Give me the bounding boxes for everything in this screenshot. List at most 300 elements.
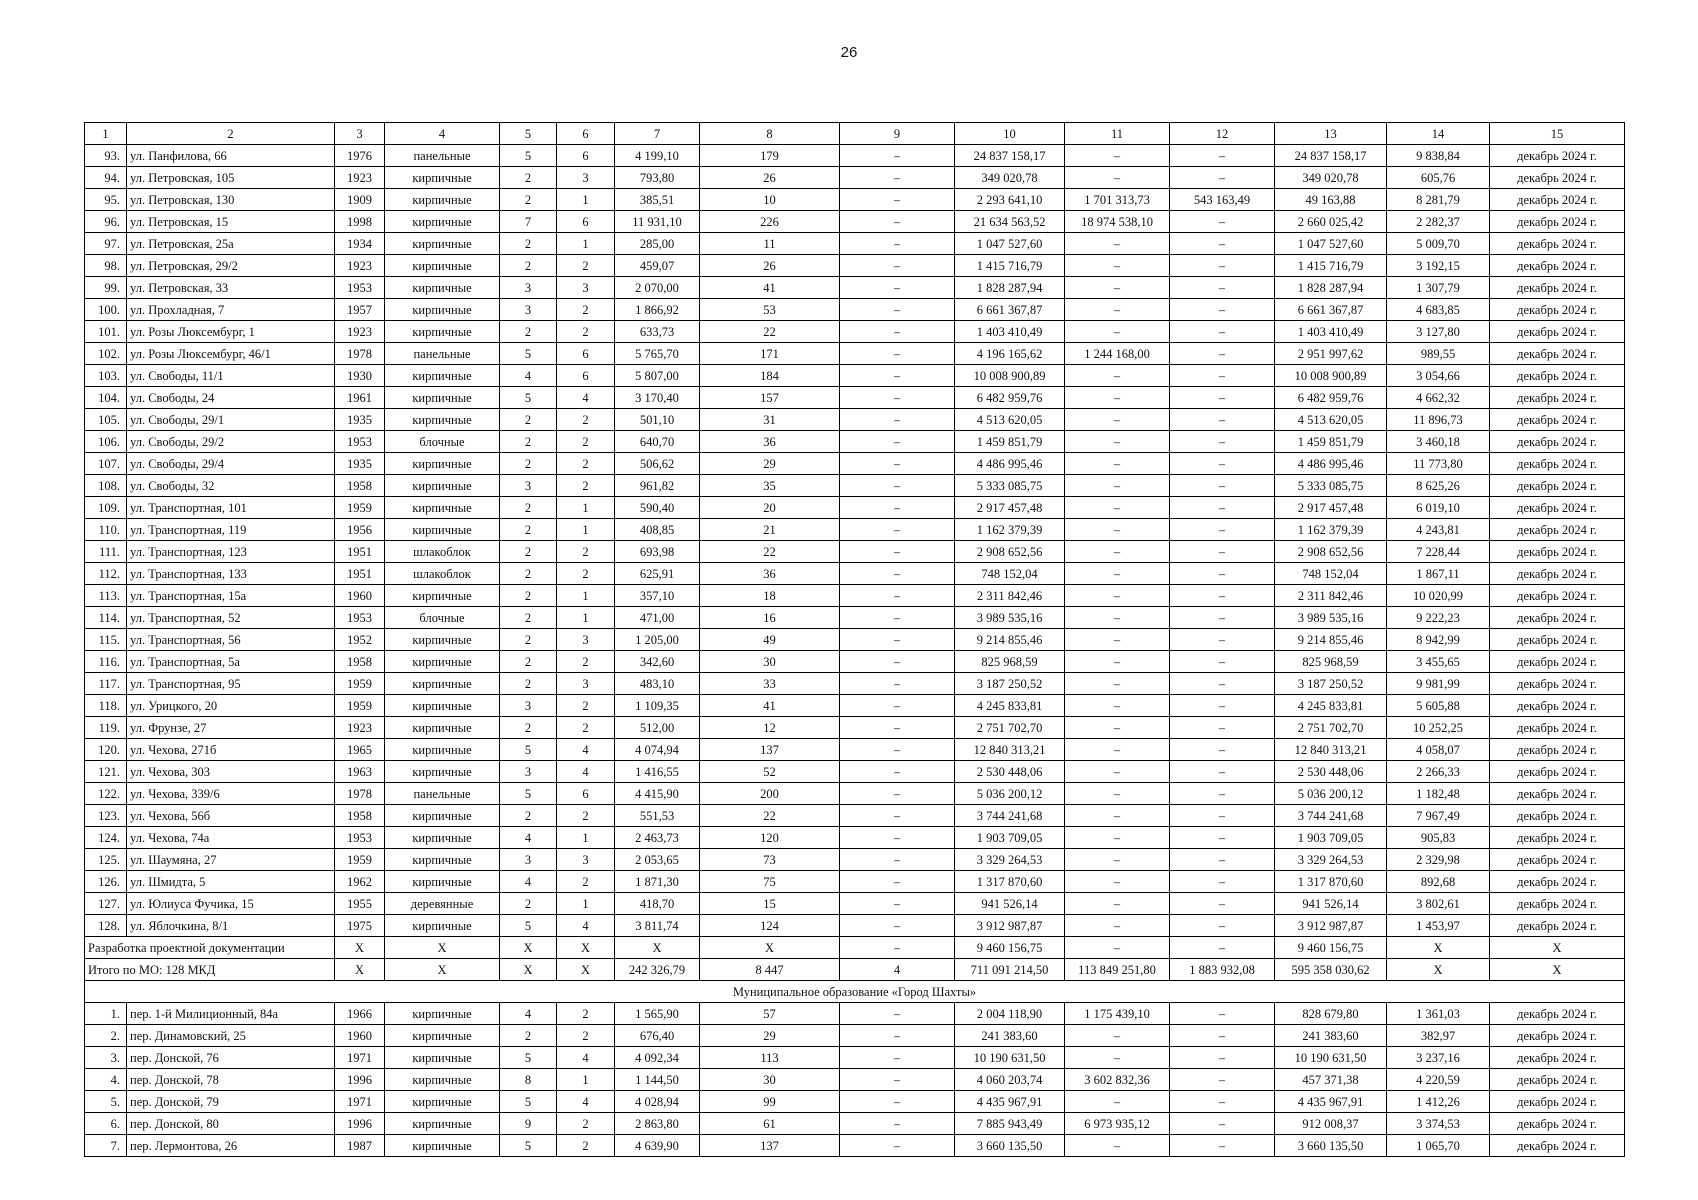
table-row [85, 717, 1625, 739]
cell: – [1065, 629, 1170, 651]
cell: декабрь 2024 г. [1490, 1003, 1625, 1025]
cell: кирпичные [385, 1069, 500, 1091]
cell: 12 840 313,21 [955, 739, 1065, 761]
cell: декабрь 2024 г. [1490, 497, 1625, 519]
cell: 12 840 313,21 [1275, 739, 1387, 761]
cell: 825 968,59 [955, 651, 1065, 673]
cell: 1923 [335, 321, 385, 343]
cell: 1 162 379,39 [955, 519, 1065, 541]
address-cell: ул. Урицкого, 20 [127, 695, 335, 717]
table-row [85, 827, 1625, 849]
cell: – [1065, 255, 1170, 277]
cell: 3 237,16 [1387, 1047, 1490, 1069]
cell: 625,91 [615, 563, 700, 585]
cell: 4 513 620,05 [1275, 409, 1387, 431]
cell: – [1170, 651, 1275, 673]
cell: – [1170, 607, 1275, 629]
row-index: 94. [85, 167, 127, 189]
cell: 1923 [335, 255, 385, 277]
cell: 49 163,88 [1275, 189, 1387, 211]
address-cell: ул. Чехова, 56б [127, 805, 335, 827]
cell: – [840, 277, 955, 299]
row-index: 101. [85, 321, 127, 343]
cell: 7 [500, 211, 557, 233]
cell: – [1170, 563, 1275, 585]
cell: – [1170, 761, 1275, 783]
table-row [85, 673, 1625, 695]
cell: 2 [557, 1113, 615, 1135]
cell: 2 751 702,70 [955, 717, 1065, 739]
cell: – [840, 299, 955, 321]
cell: 2 [557, 475, 615, 497]
cell: – [1170, 695, 1275, 717]
table-row [85, 387, 1625, 409]
cell: 21 634 563,52 [955, 211, 1065, 233]
cell: 6 [557, 343, 615, 365]
cell: панельные [385, 783, 500, 805]
cell: декабрь 2024 г. [1490, 1069, 1625, 1091]
cell: кирпичные [385, 761, 500, 783]
row-index: 115. [85, 629, 127, 651]
cell: 1959 [335, 673, 385, 695]
cell: кирпичные [385, 1091, 500, 1113]
cell: – [840, 519, 955, 541]
cell: 4 [557, 739, 615, 761]
cell: 1971 [335, 1091, 385, 1113]
cell: 4 060 203,74 [955, 1069, 1065, 1091]
cell: 10 008 900,89 [955, 365, 1065, 387]
cell: декабрь 2024 г. [1490, 1091, 1625, 1113]
address-cell: ул. Свободы, 32 [127, 475, 335, 497]
cell: 1 [557, 607, 615, 629]
cell: – [1170, 365, 1275, 387]
cell: 22 [700, 541, 840, 563]
cell: 2 [500, 255, 557, 277]
cell: 30 [700, 1069, 840, 1091]
cell: 5 [500, 1091, 557, 1113]
cell: 1955 [335, 893, 385, 915]
cell: кирпичные [385, 1047, 500, 1069]
cell: 36 [700, 431, 840, 453]
table-row [85, 321, 1625, 343]
cell: – [840, 365, 955, 387]
row-index: 103. [85, 365, 127, 387]
cell: кирпичные [385, 629, 500, 651]
cell: – [1170, 343, 1275, 365]
cell: 483,10 [615, 673, 700, 695]
cell: 1996 [335, 1113, 385, 1135]
cell: 3 602 832,36 [1065, 1069, 1170, 1091]
cell: 4 486 995,46 [955, 453, 1065, 475]
cell: 8 625,26 [1387, 475, 1490, 497]
cell: – [1065, 937, 1170, 959]
cell: шлакоблок [385, 541, 500, 563]
cell: 1 867,11 [1387, 563, 1490, 585]
cell: кирпичные [385, 233, 500, 255]
cell: 1 403 410,49 [955, 321, 1065, 343]
cell: 4 [557, 761, 615, 783]
cell: 3 329 264,53 [955, 849, 1065, 871]
cell: 3 802,61 [1387, 893, 1490, 915]
cell: кирпичные [385, 673, 500, 695]
cell: 595 358 030,62 [1275, 959, 1387, 981]
cell: 385,51 [615, 189, 700, 211]
cell: Х [335, 959, 385, 981]
cell: 3 170,40 [615, 387, 700, 409]
cell: 3 660 135,50 [955, 1135, 1065, 1157]
cell: – [1170, 827, 1275, 849]
cell: – [1065, 145, 1170, 167]
cell: 2 [557, 1025, 615, 1047]
cell: 605,76 [1387, 167, 1490, 189]
cell: 2 [557, 255, 615, 277]
address-cell: ул. Шмидта, 5 [127, 871, 335, 893]
cell: кирпичные [385, 167, 500, 189]
cell: – [840, 717, 955, 739]
cell: кирпичные [385, 915, 500, 937]
table-row [85, 585, 1625, 607]
cell: – [840, 783, 955, 805]
cell: 1 416,55 [615, 761, 700, 783]
address-cell: пер. Донской, 76 [127, 1047, 335, 1069]
row-index: 97. [85, 233, 127, 255]
cell: 2 [557, 1135, 615, 1157]
cell: 3 989 535,16 [1275, 607, 1387, 629]
cell: Х [385, 937, 500, 959]
cell: 5 [500, 783, 557, 805]
cell: 26 [700, 167, 840, 189]
cell: 1961 [335, 387, 385, 409]
cell: 5 [500, 343, 557, 365]
cell: 41 [700, 695, 840, 717]
cell: 693,98 [615, 541, 700, 563]
row-index: 120. [85, 739, 127, 761]
cell: 2 [500, 431, 557, 453]
cell: 2 266,33 [1387, 761, 1490, 783]
cell: кирпичные [385, 475, 500, 497]
cell: 1960 [335, 585, 385, 607]
cell: кирпичные [385, 211, 500, 233]
cell: 1996 [335, 1069, 385, 1091]
page-number: 26 [840, 44, 858, 61]
cell: – [840, 233, 955, 255]
cell: 640,70 [615, 431, 700, 453]
row-index: 124. [85, 827, 127, 849]
cell: – [840, 695, 955, 717]
cell: – [1170, 937, 1275, 959]
cell: 3 054,66 [1387, 365, 1490, 387]
cell: 5 009,70 [1387, 233, 1490, 255]
cell: – [1170, 739, 1275, 761]
table-row [85, 1069, 1625, 1091]
cell: 36 [700, 563, 840, 585]
address-cell: ул. Свободы, 11/1 [127, 365, 335, 387]
cell: 171 [700, 343, 840, 365]
address-cell: ул. Транспортная, 5а [127, 651, 335, 673]
cell: 1 [557, 585, 615, 607]
address-cell: ул. Свободы, 29/1 [127, 409, 335, 431]
cell: – [1170, 255, 1275, 277]
cell: 113 [700, 1047, 840, 1069]
cell: 1953 [335, 607, 385, 629]
cell: кирпичные [385, 409, 500, 431]
cell: Х [557, 937, 615, 959]
row-index: 104. [85, 387, 127, 409]
cell: кирпичные [385, 321, 500, 343]
cell: 2 [557, 321, 615, 343]
row-index: 126. [85, 871, 127, 893]
row-index: 109. [85, 497, 127, 519]
cell: – [1065, 277, 1170, 299]
cell: 2 053,65 [615, 849, 700, 871]
cell: – [840, 1025, 955, 1047]
cell: декабрь 2024 г. [1490, 233, 1625, 255]
col-header: 6 [557, 123, 615, 145]
cell: 53 [700, 299, 840, 321]
table-row [85, 607, 1625, 629]
cell: – [840, 629, 955, 651]
cell: – [1065, 409, 1170, 431]
cell: Х [385, 959, 500, 981]
cell: 6 019,10 [1387, 497, 1490, 519]
cell: 1 459 851,79 [955, 431, 1065, 453]
cell: – [1065, 387, 1170, 409]
cell: 3 192,15 [1387, 255, 1490, 277]
cell: 1 903 709,05 [1275, 827, 1387, 849]
cell: кирпичные [385, 189, 500, 211]
cell: Х [1490, 937, 1625, 959]
table-row [85, 167, 1625, 189]
cell: 5 807,00 [615, 365, 700, 387]
cell: 3 [500, 475, 557, 497]
cell: 4 092,34 [615, 1047, 700, 1069]
table-row [85, 233, 1625, 255]
cell: – [1065, 871, 1170, 893]
cell: – [1065, 1047, 1170, 1069]
cell: 5 [500, 1135, 557, 1157]
cell: – [1170, 409, 1275, 431]
cell: – [1170, 1047, 1275, 1069]
cell: 75 [700, 871, 840, 893]
cell: 3 744 241,68 [1275, 805, 1387, 827]
cell: декабрь 2024 г. [1490, 585, 1625, 607]
cell: – [840, 1135, 955, 1157]
cell: 2 [557, 453, 615, 475]
cell: 9 222,23 [1387, 607, 1490, 629]
cell: 471,00 [615, 607, 700, 629]
cell: 4 220,59 [1387, 1069, 1490, 1091]
cell: – [840, 453, 955, 475]
cell: 10 252,25 [1387, 717, 1490, 739]
cell: 825 968,59 [1275, 651, 1387, 673]
row-index: 2. [85, 1025, 127, 1047]
row-index: 99. [85, 277, 127, 299]
cell: Х [557, 959, 615, 981]
cell: 342,60 [615, 651, 700, 673]
row-index: 100. [85, 299, 127, 321]
cell: декабрь 2024 г. [1490, 607, 1625, 629]
cell: 1923 [335, 167, 385, 189]
cell: 20 [700, 497, 840, 519]
cell: 1951 [335, 563, 385, 585]
cell: 1959 [335, 497, 385, 519]
row-index: 128. [85, 915, 127, 937]
table-row [85, 453, 1625, 475]
cell: 2 [500, 189, 557, 211]
table-row [85, 893, 1625, 915]
col-header: 8 [700, 123, 840, 145]
col-header: 4 [385, 123, 500, 145]
cell: Х [1387, 959, 1490, 981]
cell: 4 486 995,46 [1275, 453, 1387, 475]
cell: 10 190 631,50 [955, 1047, 1065, 1069]
cell: – [1065, 761, 1170, 783]
cell: 10 008 900,89 [1275, 365, 1387, 387]
cell: Х [1387, 937, 1490, 959]
table-row [85, 1003, 1625, 1025]
address-cell: ул. Юлиуса Фучика, 15 [127, 893, 335, 915]
cell: 2 660 025,42 [1275, 211, 1387, 233]
cell: 905,83 [1387, 827, 1490, 849]
cell: 7 967,49 [1387, 805, 1490, 827]
cell: 179 [700, 145, 840, 167]
address-cell: ул. Транспортная, 119 [127, 519, 335, 541]
row-index: 106. [85, 431, 127, 453]
cell: 1953 [335, 827, 385, 849]
cell: 22 [700, 805, 840, 827]
cell: – [840, 849, 955, 871]
cell: декабрь 2024 г. [1490, 673, 1625, 695]
cell: 2 863,80 [615, 1113, 700, 1135]
cell: кирпичные [385, 717, 500, 739]
cell: кирпичные [385, 695, 500, 717]
cell: 6 [557, 145, 615, 167]
cell: – [840, 761, 955, 783]
cell: – [840, 871, 955, 893]
table-row [85, 1113, 1625, 1135]
cell: 2 [557, 695, 615, 717]
cell: 2 [500, 651, 557, 673]
table-row [85, 211, 1625, 233]
cell: декабрь 2024 г. [1490, 145, 1625, 167]
cell: Х [335, 937, 385, 959]
cell: декабрь 2024 г. [1490, 805, 1625, 827]
cell: 2 [557, 717, 615, 739]
cell: – [1065, 431, 1170, 453]
cell: – [1170, 1091, 1275, 1113]
cell: – [840, 607, 955, 629]
cell: 4 639,90 [615, 1135, 700, 1157]
cell: 3 187 250,52 [955, 673, 1065, 695]
cell: 1958 [335, 651, 385, 673]
cell: 6 482 959,76 [1275, 387, 1387, 409]
address-cell: ул. Розы Люксембург, 1 [127, 321, 335, 343]
address-cell: ул. Чехова, 303 [127, 761, 335, 783]
cell: декабрь 2024 г. [1490, 893, 1625, 915]
cell: – [1170, 211, 1275, 233]
table-row [85, 277, 1625, 299]
cell: – [1065, 849, 1170, 871]
cell: 408,85 [615, 519, 700, 541]
cell: – [840, 563, 955, 585]
cell: – [840, 167, 955, 189]
cell: 501,10 [615, 409, 700, 431]
table-row [85, 783, 1625, 805]
address-cell: ул. Свободы, 24 [127, 387, 335, 409]
cell: 3 374,53 [1387, 1113, 1490, 1135]
cell: 357,10 [615, 585, 700, 607]
address-cell: ул. Транспортная, 123 [127, 541, 335, 563]
row-index: 93. [85, 145, 127, 167]
cell: 9 460 156,75 [1275, 937, 1387, 959]
cell: Х [500, 937, 557, 959]
row-index: 121. [85, 761, 127, 783]
cell: декабрь 2024 г. [1490, 1113, 1625, 1135]
cell: 9 838,84 [1387, 145, 1490, 167]
cell: 1958 [335, 805, 385, 827]
row-index: 112. [85, 563, 127, 585]
address-cell: ул. Чехова, 271б [127, 739, 335, 761]
cell: 3 912 987,87 [955, 915, 1065, 937]
cell: – [1065, 673, 1170, 695]
cell: – [1170, 673, 1275, 695]
cell: – [1065, 607, 1170, 629]
cell: 6 [557, 211, 615, 233]
cell: – [840, 255, 955, 277]
cell: 2 282,37 [1387, 211, 1490, 233]
cell: шлакоблок [385, 563, 500, 585]
cell: 2 [500, 893, 557, 915]
col-header: 10 [955, 123, 1065, 145]
cell: 120 [700, 827, 840, 849]
cell: – [840, 1003, 955, 1025]
cell: 349 020,78 [955, 167, 1065, 189]
summary-body [85, 937, 1625, 1003]
cell: 748 152,04 [1275, 563, 1387, 585]
cell: – [1170, 871, 1275, 893]
cell: деревянные [385, 893, 500, 915]
cell: 52 [700, 761, 840, 783]
address-cell: пер. Лермонтова, 26 [127, 1135, 335, 1157]
cell: 99 [700, 1091, 840, 1113]
cell: 5 036 200,12 [955, 783, 1065, 805]
cell: – [840, 739, 955, 761]
cell: 8 281,79 [1387, 189, 1490, 211]
cell: 1965 [335, 739, 385, 761]
table-row [85, 431, 1625, 453]
cell: 2 908 652,56 [1275, 541, 1387, 563]
cell: кирпичные [385, 1025, 500, 1047]
cell: 1 [557, 893, 615, 915]
cell: 892,68 [1387, 871, 1490, 893]
row-index: 123. [85, 805, 127, 827]
table-row [85, 695, 1625, 717]
table-row [85, 299, 1625, 321]
cell: 113 849 251,80 [1065, 959, 1170, 981]
cell: – [840, 475, 955, 497]
cell: – [1065, 783, 1170, 805]
cell: декабрь 2024 г. [1490, 1047, 1625, 1069]
row-index: 4. [85, 1069, 127, 1091]
cell: 941 526,14 [1275, 893, 1387, 915]
cell: кирпичные [385, 519, 500, 541]
cell: 1952 [335, 629, 385, 651]
cell: декабрь 2024 г. [1490, 563, 1625, 585]
cell: 2 [500, 167, 557, 189]
cell: 12 [700, 717, 840, 739]
cell: 4 435 967,91 [955, 1091, 1065, 1113]
cell: 1960 [335, 1025, 385, 1047]
